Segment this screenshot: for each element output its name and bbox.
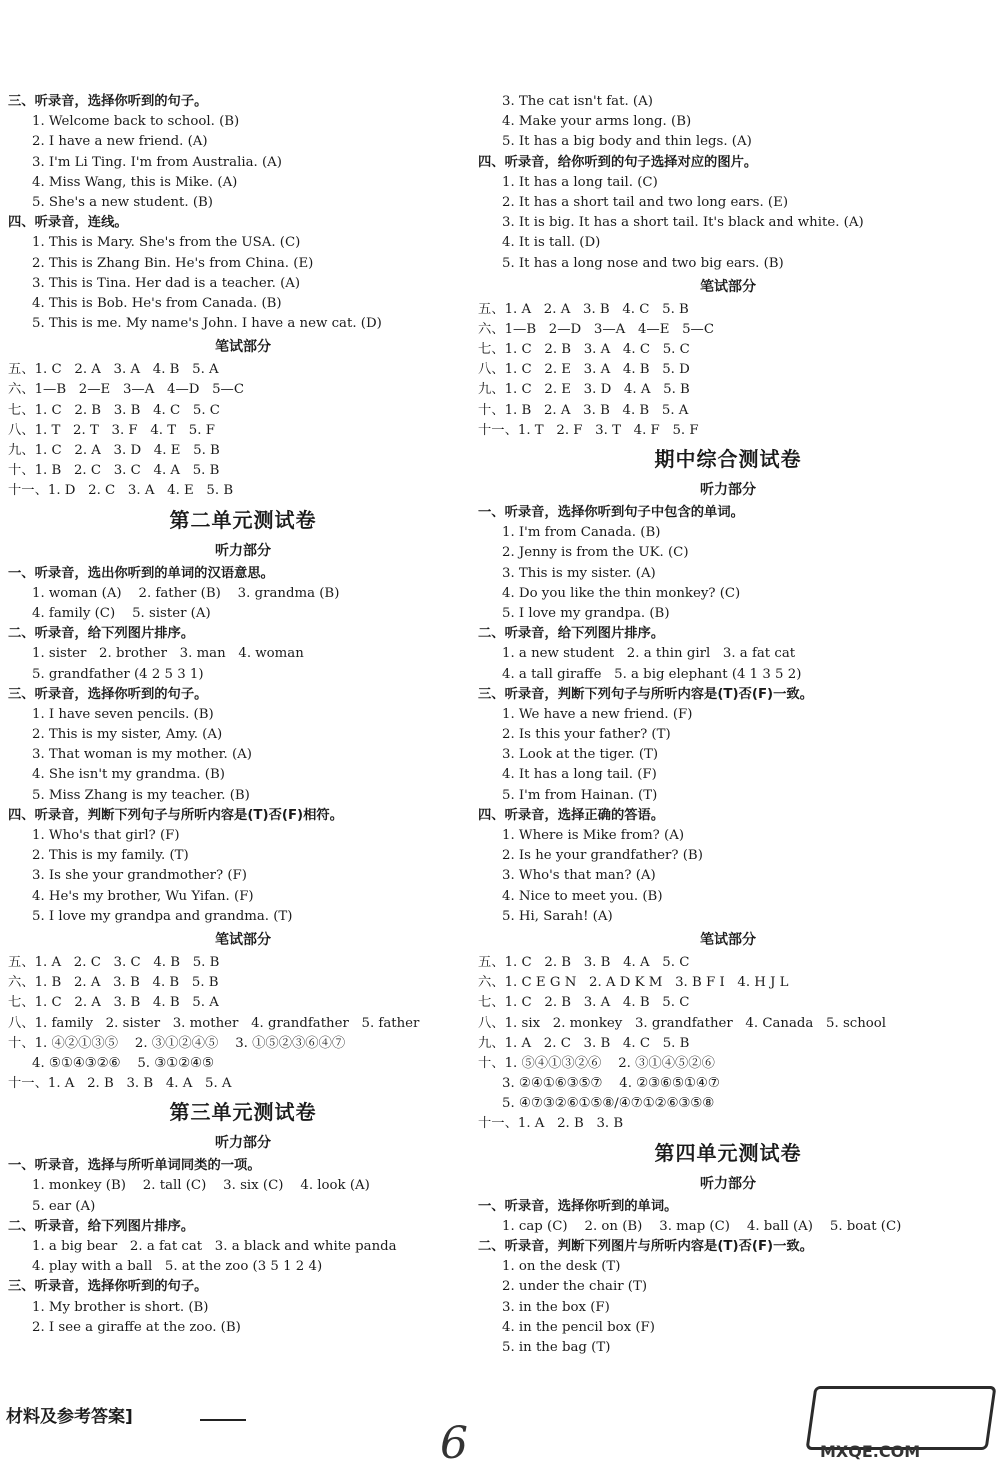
answer-item: 3. Who's that man? (A) — [502, 868, 656, 884]
answer-row: 五、1. C 2. B 3. B 4. A 5. C — [478, 954, 690, 970]
section-heading: 一、听录音，选择与所听单词同类的一项。 — [8, 1158, 261, 1174]
section-heading: 二、听录音，判断下列图片与所听内容是(T)否(F)一致。 — [478, 1239, 813, 1254]
answer-row: 十一、1. A 2. B 3. B — [478, 1116, 624, 1132]
answer-continuation: 3. ②④①⑥③⑤⑦ 4. ②③⑥⑤①④⑦ — [502, 1076, 720, 1092]
answer-row: 五、1. A 2. C 3. C 4. B 5. B — [8, 954, 220, 970]
subsection-title: 听力部分 — [215, 1135, 271, 1152]
section-heading: 四、听录音，判断下列句子与所听内容是(T)否(F)相符。 — [8, 807, 343, 823]
answer-item: 2. This is Zhang Bin. He's from China. (E) — [32, 255, 314, 271]
answer-item: 1. This is Mary. She's from the USA. (C) — [32, 235, 301, 251]
answer-item: 3. That woman is my mother. (A) — [32, 747, 252, 763]
answer-item: 1. I have seven pencils. (B) — [32, 706, 214, 722]
answer-item: 2. This is my sister, Amy. (A) — [32, 727, 223, 743]
section-heading: 三、听录音，选择你听到的句子。 — [8, 94, 208, 109]
answer-item: 1. We have a new friend. (F) — [502, 706, 693, 722]
answer-item: 1. woman (A) 2. father (B) 3. grandma (B) — [32, 585, 340, 601]
answer-item: 3. The cat isn't fat. (A) — [502, 94, 653, 109]
answer-row: 五、1. A 2. A 3. B 4. C 5. B — [478, 301, 689, 317]
answer-item: 1. I'm from Canada. (B) — [502, 525, 661, 541]
right-column — [478, 92, 978, 1358]
answer-row: 六、1—B 2—D 3—A 4—E 5—C — [478, 321, 715, 337]
answer-item: 5. I love my grandpa. (B) — [502, 605, 670, 621]
unit-title: 第四单元测试卷 — [654, 1140, 802, 1165]
answer-item: 3. Look at the tiger. (T) — [502, 747, 659, 763]
section-heading: 四、听录音，给你听到的句子选择对应的图片。 — [478, 154, 758, 170]
page-number-handwritten: 6 — [440, 1418, 468, 1469]
watermark-logo — [810, 1386, 990, 1474]
subsection-title: 笔试部分 — [215, 339, 271, 356]
answer-row: 十、1. ④②①③⑤ 2. ③①②④⑤ 3. ①⑤②③⑥④⑦ — [8, 1035, 346, 1051]
section-heading: 四、听录音，选择正确的答语。 — [478, 807, 665, 823]
answer-item: 3. This is my sister. (A) — [502, 565, 656, 581]
answer-item: 2. It has a short tail and two long ears. (E) — [502, 194, 789, 210]
answer-row: 十、1. B 2. A 3. B 4. B 5. A — [478, 402, 689, 418]
answer-row: 八、1. C 2. E 3. A 4. B 5. D — [478, 362, 690, 378]
answer-row: 十一、1. D 2. C 3. A 4. E 5. B — [8, 483, 234, 499]
answer-item: 4. It has a long tail. (F) — [502, 767, 657, 783]
answer-item: 4. This is Bob. He's from Canada. (B) — [32, 295, 282, 311]
answer-item: 4. Make your arms long. (B) — [502, 114, 692, 130]
answer-item: 5. This is me. My name's John. I have a new cat. (D) — [32, 316, 382, 332]
answer-item: 5. I'm from Hainan. (T) — [502, 787, 658, 803]
answer-item: 4. Miss Wang, this is Mike. (A) — [32, 174, 238, 190]
answer-item: 4. She isn't my grandma. (B) — [32, 767, 225, 783]
answer-item: 2. This is my family. (T) — [32, 848, 189, 864]
answer-item: 4. family (C) 5. sister (A) — [32, 605, 211, 621]
answer-item: 4. in the pencil box (F) — [502, 1319, 655, 1335]
answer-item: 1. Who's that girl? (F) — [32, 828, 180, 843]
unit-title: 期中综合测试卷 — [654, 447, 802, 471]
answer-row: 九、1. C 2. A 3. D 4. E 5. B — [8, 443, 220, 458]
answer-item: 1. Welcome back to school. (B) — [32, 114, 240, 130]
answer-row: 七、1. C 2. A 3. B 4. B 5. A — [8, 995, 219, 1011]
section-heading: 三、听录音，选择你听到的句子。 — [8, 1279, 208, 1295]
answer-item: 5. I love my grandpa and grandma. (T) — [32, 908, 293, 924]
answer-row: 六、1. B 2. A 3. B 4. B 5. B — [8, 975, 219, 991]
answer-row: 九、1. A 2. C 3. B 4. C 5. B — [478, 1035, 690, 1051]
answer-item: 1. sister 2. brother 3. man 4. woman — [32, 646, 304, 662]
section-heading: 二、听录音，给下列图片排序。 — [8, 1218, 195, 1234]
answer-item: 1. on the desk (T) — [502, 1259, 621, 1275]
section-heading: 一、听录音，选择你听到的单词。 — [478, 1198, 678, 1214]
unit-title: 第三单元测试卷 — [169, 1100, 317, 1125]
answer-item: 5. It has a long nose and two big ears. (B) — [502, 255, 784, 271]
answer-row: 十、1. B 2. C 3. C 4. A 5. B — [8, 463, 220, 479]
answer-row: 七、1. C 2. B 3. B 4. C 5. C — [8, 402, 220, 418]
section-heading: 四、听录音，连线。 — [8, 215, 128, 231]
answer-item: 1. monkey (B) 2. tall (C) 3. six (C) 4. look (A) — [32, 1178, 370, 1194]
answer-item: 5. It has a big body and thin legs. (A) — [502, 134, 752, 150]
answer-item: 1. My brother is short. (B) — [32, 1299, 209, 1315]
answer-item: 1. a big bear 2. a fat cat 3. a black and white panda — [32, 1239, 397, 1254]
answer-item: 1. It has a long tail. (C) — [502, 174, 658, 190]
subsection-title: 听力部分 — [215, 542, 271, 559]
answer-row: 八、1. family 2. sister 3. mother 4. grandfather 5. father — [8, 1015, 420, 1031]
left-column — [8, 92, 478, 1338]
answer-item: 4. Do you like the thin monkey? (C) — [502, 585, 741, 601]
answer-item: 5. Miss Zhang is my teacher. (B) — [32, 787, 250, 803]
answer-item: 4. It is tall. (D) — [502, 235, 601, 251]
answer-item: 5. She's a new student. (B) — [32, 194, 213, 210]
section-heading: 三、听录音，选择你听到的句子。 — [8, 686, 208, 702]
answer-item: 4. play with a ball 5. at the zoo (3 5 1 2 4) — [32, 1259, 323, 1275]
subsection-title: 听力部分 — [700, 1175, 756, 1192]
section-heading: 三、听录音，判断下列句子与所听内容是(T)否(F)一致。 — [478, 686, 813, 702]
answer-item: 2. I have a new friend. (A) — [32, 134, 208, 150]
answer-item: 4. He's my brother, Wu Yifan. (F) — [32, 888, 254, 904]
answer-row: 七、1. C 2. B 3. A 4. B 5. C — [478, 995, 690, 1011]
answer-item: 4. Nice to meet you. (B) — [502, 888, 663, 904]
footer-rule — [200, 1419, 246, 1421]
answer-row: 八、1. six 2. monkey 3. grandfather 4. Canada 5. school — [478, 1015, 887, 1031]
answer-item: 2. Is he your grandfather? (B) — [502, 848, 703, 864]
section-heading: 一、听录音，选出你听到的单词的汉语意思。 — [8, 565, 274, 581]
answer-item: 2. Jenny is from the UK. (C) — [502, 545, 689, 561]
footer-label: 材料及参考答案] — [6, 1407, 133, 1427]
answer-item: 3. This is Tina. Her dad is a teacher. (A) — [32, 275, 301, 291]
watermark-frame — [806, 1386, 997, 1450]
answer-row: 五、1. C 2. A 3. A 4. B 5. A — [8, 362, 219, 378]
answer-item: 2. I see a giraffe at the zoo. (B) — [32, 1319, 241, 1335]
answer-item: 3. in the box (F) — [502, 1299, 610, 1315]
answer-continuation: 4. ⑤①④③②⑥ 5. ③①②④⑤ — [32, 1055, 214, 1071]
subsection-title: 笔试部分 — [215, 931, 271, 948]
watermark-text: MXQE.COM — [820, 1442, 921, 1461]
answer-item: 1. a new student 2. a thin girl 3. a fat cat — [502, 646, 796, 662]
answer-item: 2. under the chair (T) — [502, 1279, 648, 1295]
answer-row: 六、1. C E G N 2. A D K M 3. B F I 4. H J L — [478, 975, 789, 991]
answer-item: 5. Hi, Sarah! (A) — [502, 908, 613, 924]
subsection-title: 笔试部分 — [700, 278, 756, 295]
section-heading: 一、听录音，选择你听到句子中包含的单词。 — [478, 505, 744, 520]
subsection-title: 听力部分 — [700, 482, 756, 498]
section-heading: 二、听录音，给下列图片排序。 — [478, 626, 665, 642]
answer-item: 3. Is she your grandmother? (F) — [32, 868, 247, 884]
answer-item: 5. ear (A) — [32, 1198, 96, 1214]
answer-row: 六、1—B 2—E 3—A 4—D 5—C — [8, 382, 245, 398]
answer-item: 3. I'm Li Ting. I'm from Australia. (A) — [32, 154, 282, 170]
answer-item: 1. cap (C) 2. on (B) 3. map (C) 4. ball (A) 5. boat (C) — [502, 1218, 902, 1234]
answer-item: 3. It is big. It has a short tail. It's black and white. (A) — [502, 215, 864, 231]
answer-continuation: 5. ④⑦③②⑥①⑤⑧/④⑦①②⑥③⑤⑧ — [502, 1096, 715, 1112]
unit-title: 第二单元测试卷 — [169, 507, 317, 532]
subsection-title: 笔试部分 — [700, 931, 756, 948]
answer-item: 5. grandfather (4 2 5 3 1) — [32, 666, 204, 682]
answer-row: 十一、1. T 2. F 3. T 4. F 5. F — [478, 422, 699, 438]
answer-item: 5. in the bag (T) — [502, 1339, 611, 1355]
section-heading: 二、听录音，给下列图片排序。 — [8, 626, 195, 642]
answer-row: 八、1. T 2. T 3. F 4. T 5. F — [8, 422, 215, 438]
answer-row: 十、1. ⑤④①③②⑥ 2. ③①④⑤②⑥ — [478, 1055, 715, 1071]
answer-item: 1. Where is Mike from? (A) — [502, 828, 685, 843]
answer-item: 4. a tall giraffe 5. a big elephant (4 1 3 5 2) — [502, 666, 802, 682]
answer-row: 九、1. C 2. E 3. D 4. A 5. B — [478, 382, 690, 398]
answer-item: 2. Is this your father? (T) — [502, 727, 671, 743]
answer-row: 十一、1. A 2. B 3. B 4. A 5. A — [8, 1076, 232, 1092]
answer-row: 七、1. C 2. B 3. A 4. C 5. C — [478, 342, 690, 358]
